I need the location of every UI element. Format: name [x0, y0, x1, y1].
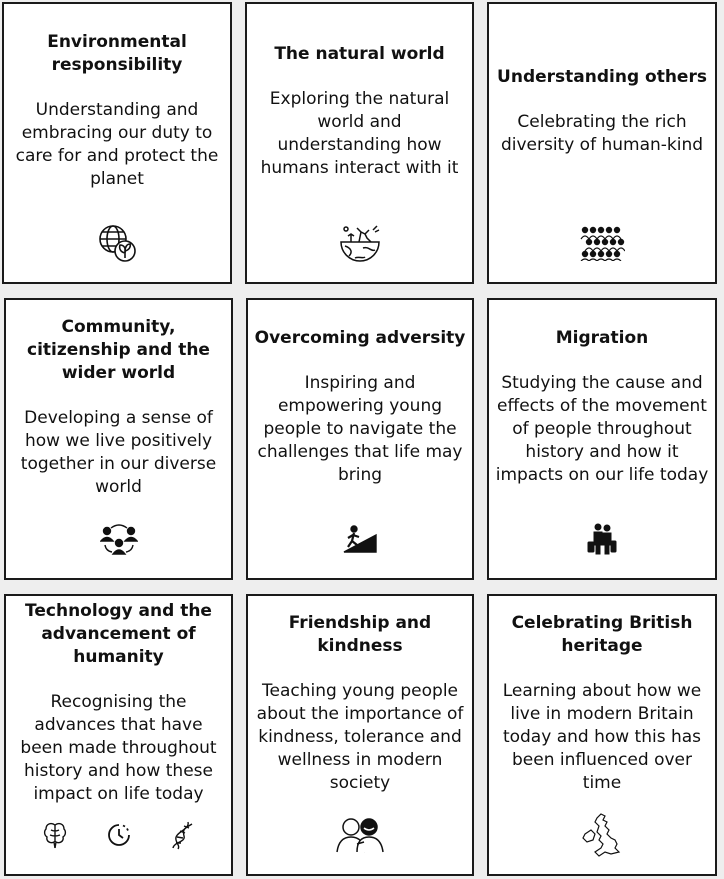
card-migration — [487, 298, 717, 580]
card-icons — [4, 218, 230, 268]
card-icons — [6, 810, 231, 860]
british-isles-icon — [581, 812, 623, 858]
brain-icon — [43, 821, 67, 849]
earth-nature-icon — [337, 222, 383, 264]
card-friendship-kindness — [246, 594, 474, 876]
card-technology — [4, 594, 233, 876]
dna-icon — [170, 820, 194, 850]
card-title: Overcoming adversity — [254, 328, 466, 348]
card-title: Friendship and kindness — [288, 612, 432, 656]
card-content — [6, 300, 231, 514]
card-content — [6, 596, 231, 810]
card-title: Migration — [555, 328, 649, 348]
card-content — [248, 300, 472, 514]
card-description: Inspiring and empowering young people to navigate the challenges that life may bring — [257, 373, 463, 485]
card-environmental-responsibility — [2, 2, 232, 284]
card-icons — [247, 218, 472, 268]
card-content — [248, 596, 472, 810]
card-content — [489, 300, 715, 514]
crowd-icon — [579, 225, 625, 261]
card-title: Understanding others — [497, 66, 707, 87]
card-title: Celebrating British heritage — [511, 612, 693, 656]
card-description: Learning about how we live in modern Britain today and how this has been influenced over time — [502, 680, 702, 793]
card-description: Studying the cause and effects of the movement of people throughout history and how it impacts on our life today — [495, 373, 709, 485]
card-description: Exploring the natural world and understanding how humans interact with it — [260, 88, 459, 178]
card-title: Environmental responsibility — [47, 32, 187, 75]
card-icons — [489, 514, 715, 564]
card-icons — [248, 514, 472, 564]
card-title: Community, citizenship and the wider world — [27, 316, 210, 383]
card-title: The natural world — [274, 43, 445, 64]
card-title: Technology and the advancement of humanity — [25, 601, 212, 667]
climbing-person-icon — [342, 525, 378, 553]
clock-icon — [105, 821, 133, 849]
card-natural-world — [245, 2, 474, 284]
card-description: Understanding and embracing our duty to care for and protect the planet — [15, 100, 219, 189]
card-icons — [489, 810, 715, 860]
card-understanding-others — [487, 2, 717, 284]
card-description: Celebrating the rich diversity of human-kind — [500, 111, 704, 155]
community-icon — [100, 523, 138, 555]
card-community-citizenship — [4, 298, 233, 580]
card-content — [4, 4, 230, 218]
card-content — [247, 4, 472, 218]
card-content — [489, 4, 715, 218]
card-content — [489, 596, 715, 810]
card-description: Teaching young people about the importance of kindness, tolerance and wellness in modern society — [256, 680, 464, 793]
card-icons — [248, 810, 472, 860]
travellers-icon — [587, 523, 617, 555]
card-overcoming-adversity — [246, 298, 474, 580]
card-british-heritage — [487, 594, 717, 876]
card-icons — [6, 514, 231, 564]
card-description: Developing a sense of how we live positively together in our diverse world — [20, 407, 217, 497]
card-icons — [489, 218, 715, 268]
globe-leaf-icon — [96, 222, 138, 264]
card-description: Recognising the advances that have been made throughout history and how these impact on life today — [20, 692, 217, 804]
friends-icon — [335, 817, 385, 853]
